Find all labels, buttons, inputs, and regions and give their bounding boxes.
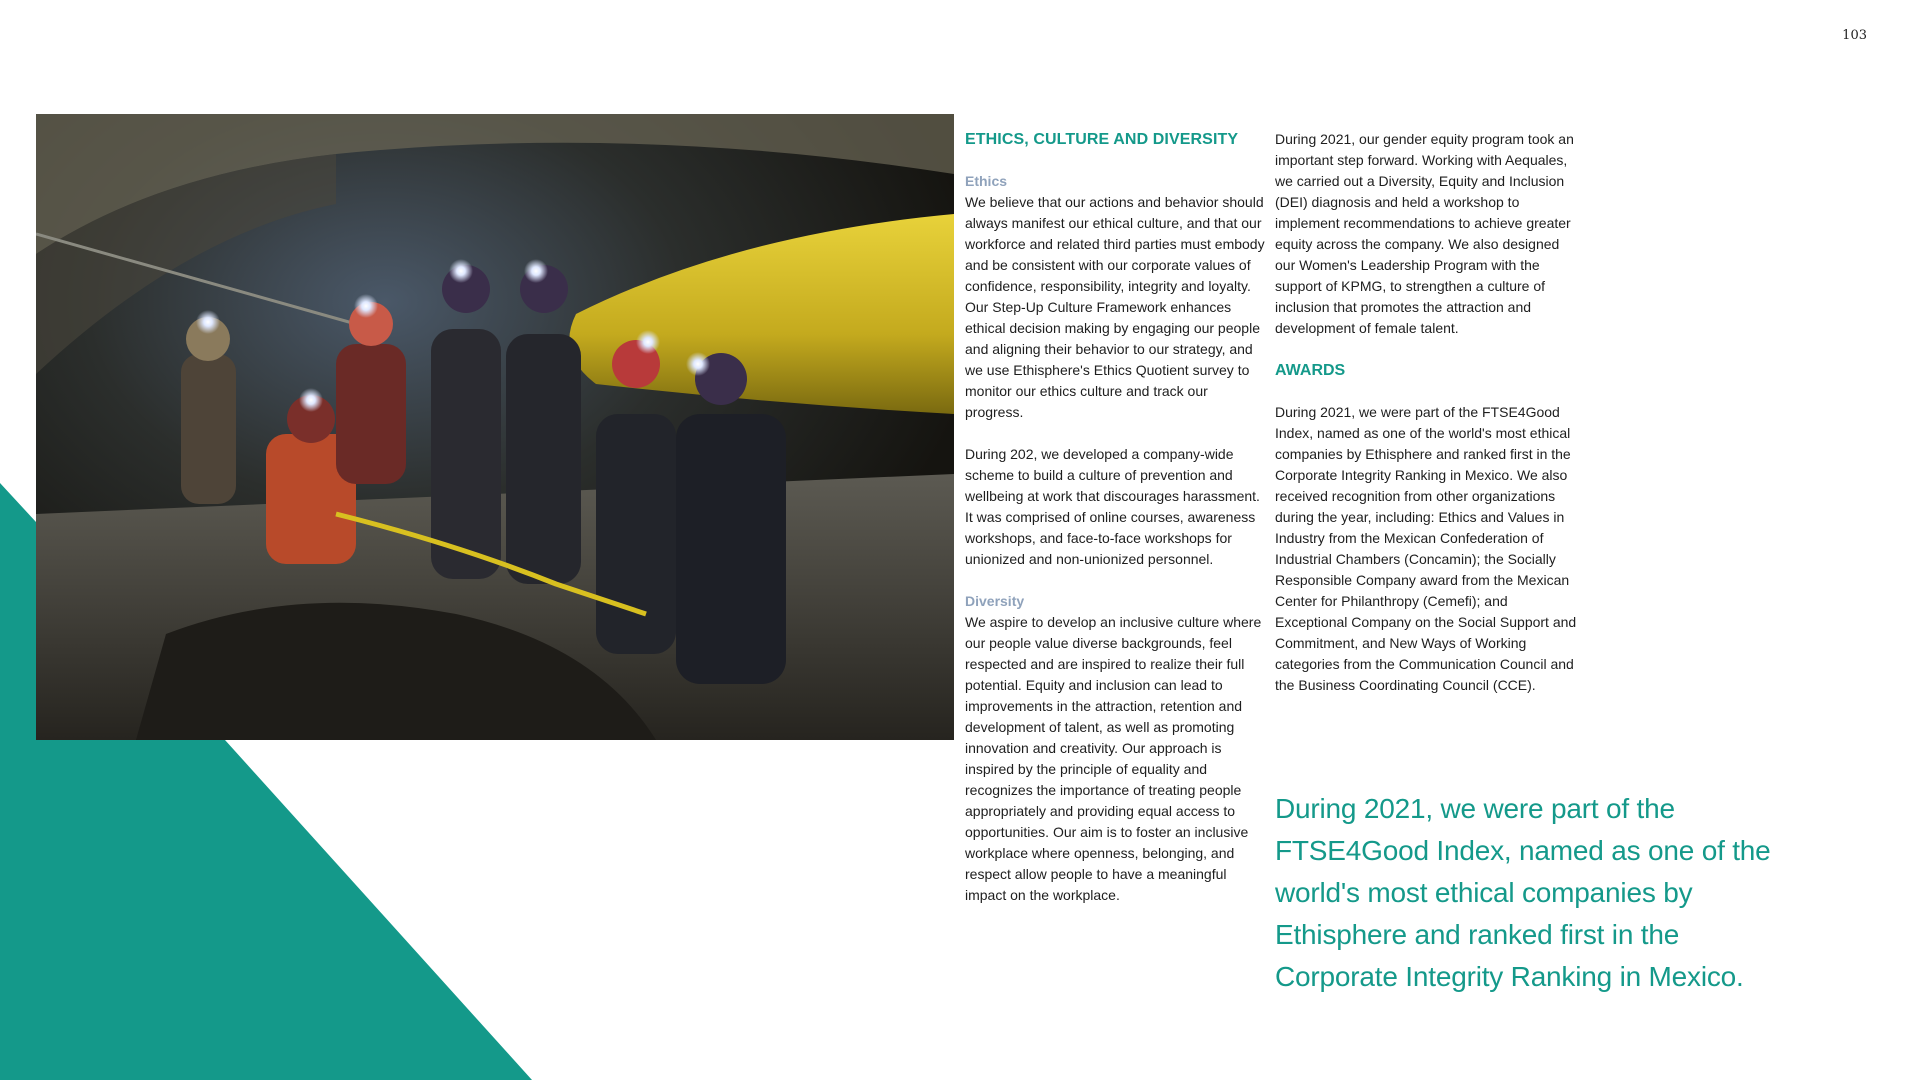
diversity-subheading: Diversity [965,593,1025,609]
mine-workers-photo [36,114,954,740]
awards-title: AWARDS [1275,362,1346,379]
ethics-paragraph-2: During 202, we developed a company-wide scheme to build a culture of prevention and wellbeing at work that discourages harassment. It was comprised of online courses, awareness workshops, and face-to-face workshops for unionized and non-unionized personnel. [965,446,1260,567]
ethics-culture-diversity-column [965,129,1265,927]
ethics-paragraph-1: We believe that our actions and behavior should always manifest our ethical culture, and that our workforce and related third parties must embody and be consistent with our corporate values of confidence, responsibility, integrity and loyalty. Our Step-Up Culture Framework enhances ethical decision making by engaging our people and aligning their behavior to our strategy, and we use Ethisphere's Ethics Quotient survey to monitor our ethics culture and track our progress. [965,194,1265,420]
ethics-subheading: Ethics [965,173,1008,189]
pull-quote: During 2021, we were part of the FTSE4Good Index, named as one of the world's most ethical companies by Ethisphere and ranked first in the Corporate Integrity Ranking in Mexico. [1275,793,1771,992]
gender-equity-paragraph: During 2021, our gender equity program took an important step forward. Working with Aequales, we carried out a Diversity, Equity and Inclusion (DEI) diagnosis and held a workshop to implement recommendations to achieve greater equity across the company. We also designed our Women's Leadership Program with the support of KPMG, to strengthen a culture of inclusion that promotes the attraction and development of female talent. [1275,131,1574,336]
page-number: 103 [1842,28,1867,43]
section-title-ethics-culture-diversity: ETHICS, CULTURE AND DIVERSITY [965,131,1239,148]
diversity-paragraph: We aspire to develop an inclusive culture where our people value diverse backgrounds, feel respected and are inspired to realize their full potential. Equity and inclusion can lead to improvements in the attraction, retention and development of talent, as well as promoting innovation and creativity. Our approach is inspired by the principle of equality and recognizes the importance of treating people appropriately and providing equal access to opportunities. Our aim is to foster an inclusive workplace where openness, belonging, and respect allow people to have a meaningful impact on the workplace. [965,614,1262,903]
gender-awards-column [1275,129,1580,717]
awards-paragraph: During 2021, we were part of the FTSE4Good Index, named as one of the world's most ethical companies by Ethisphere and ranked first in the Corporate Integrity Ranking in Mexico. We also received recognition from other organizations during the year, including: Ethics and Values in Industry from the Mexican Confederation of Industrial Chambers (Concamin); the Socially Responsible Company award from the Mexican Center for Philanthropy (Cemefi); and Exceptional Company on the Social Support and Commitment, and New Ways of Working categories from the Communication Council and the Business Coordinating Council (CCE). [1275,404,1577,693]
photo-illustration [36,114,954,740]
